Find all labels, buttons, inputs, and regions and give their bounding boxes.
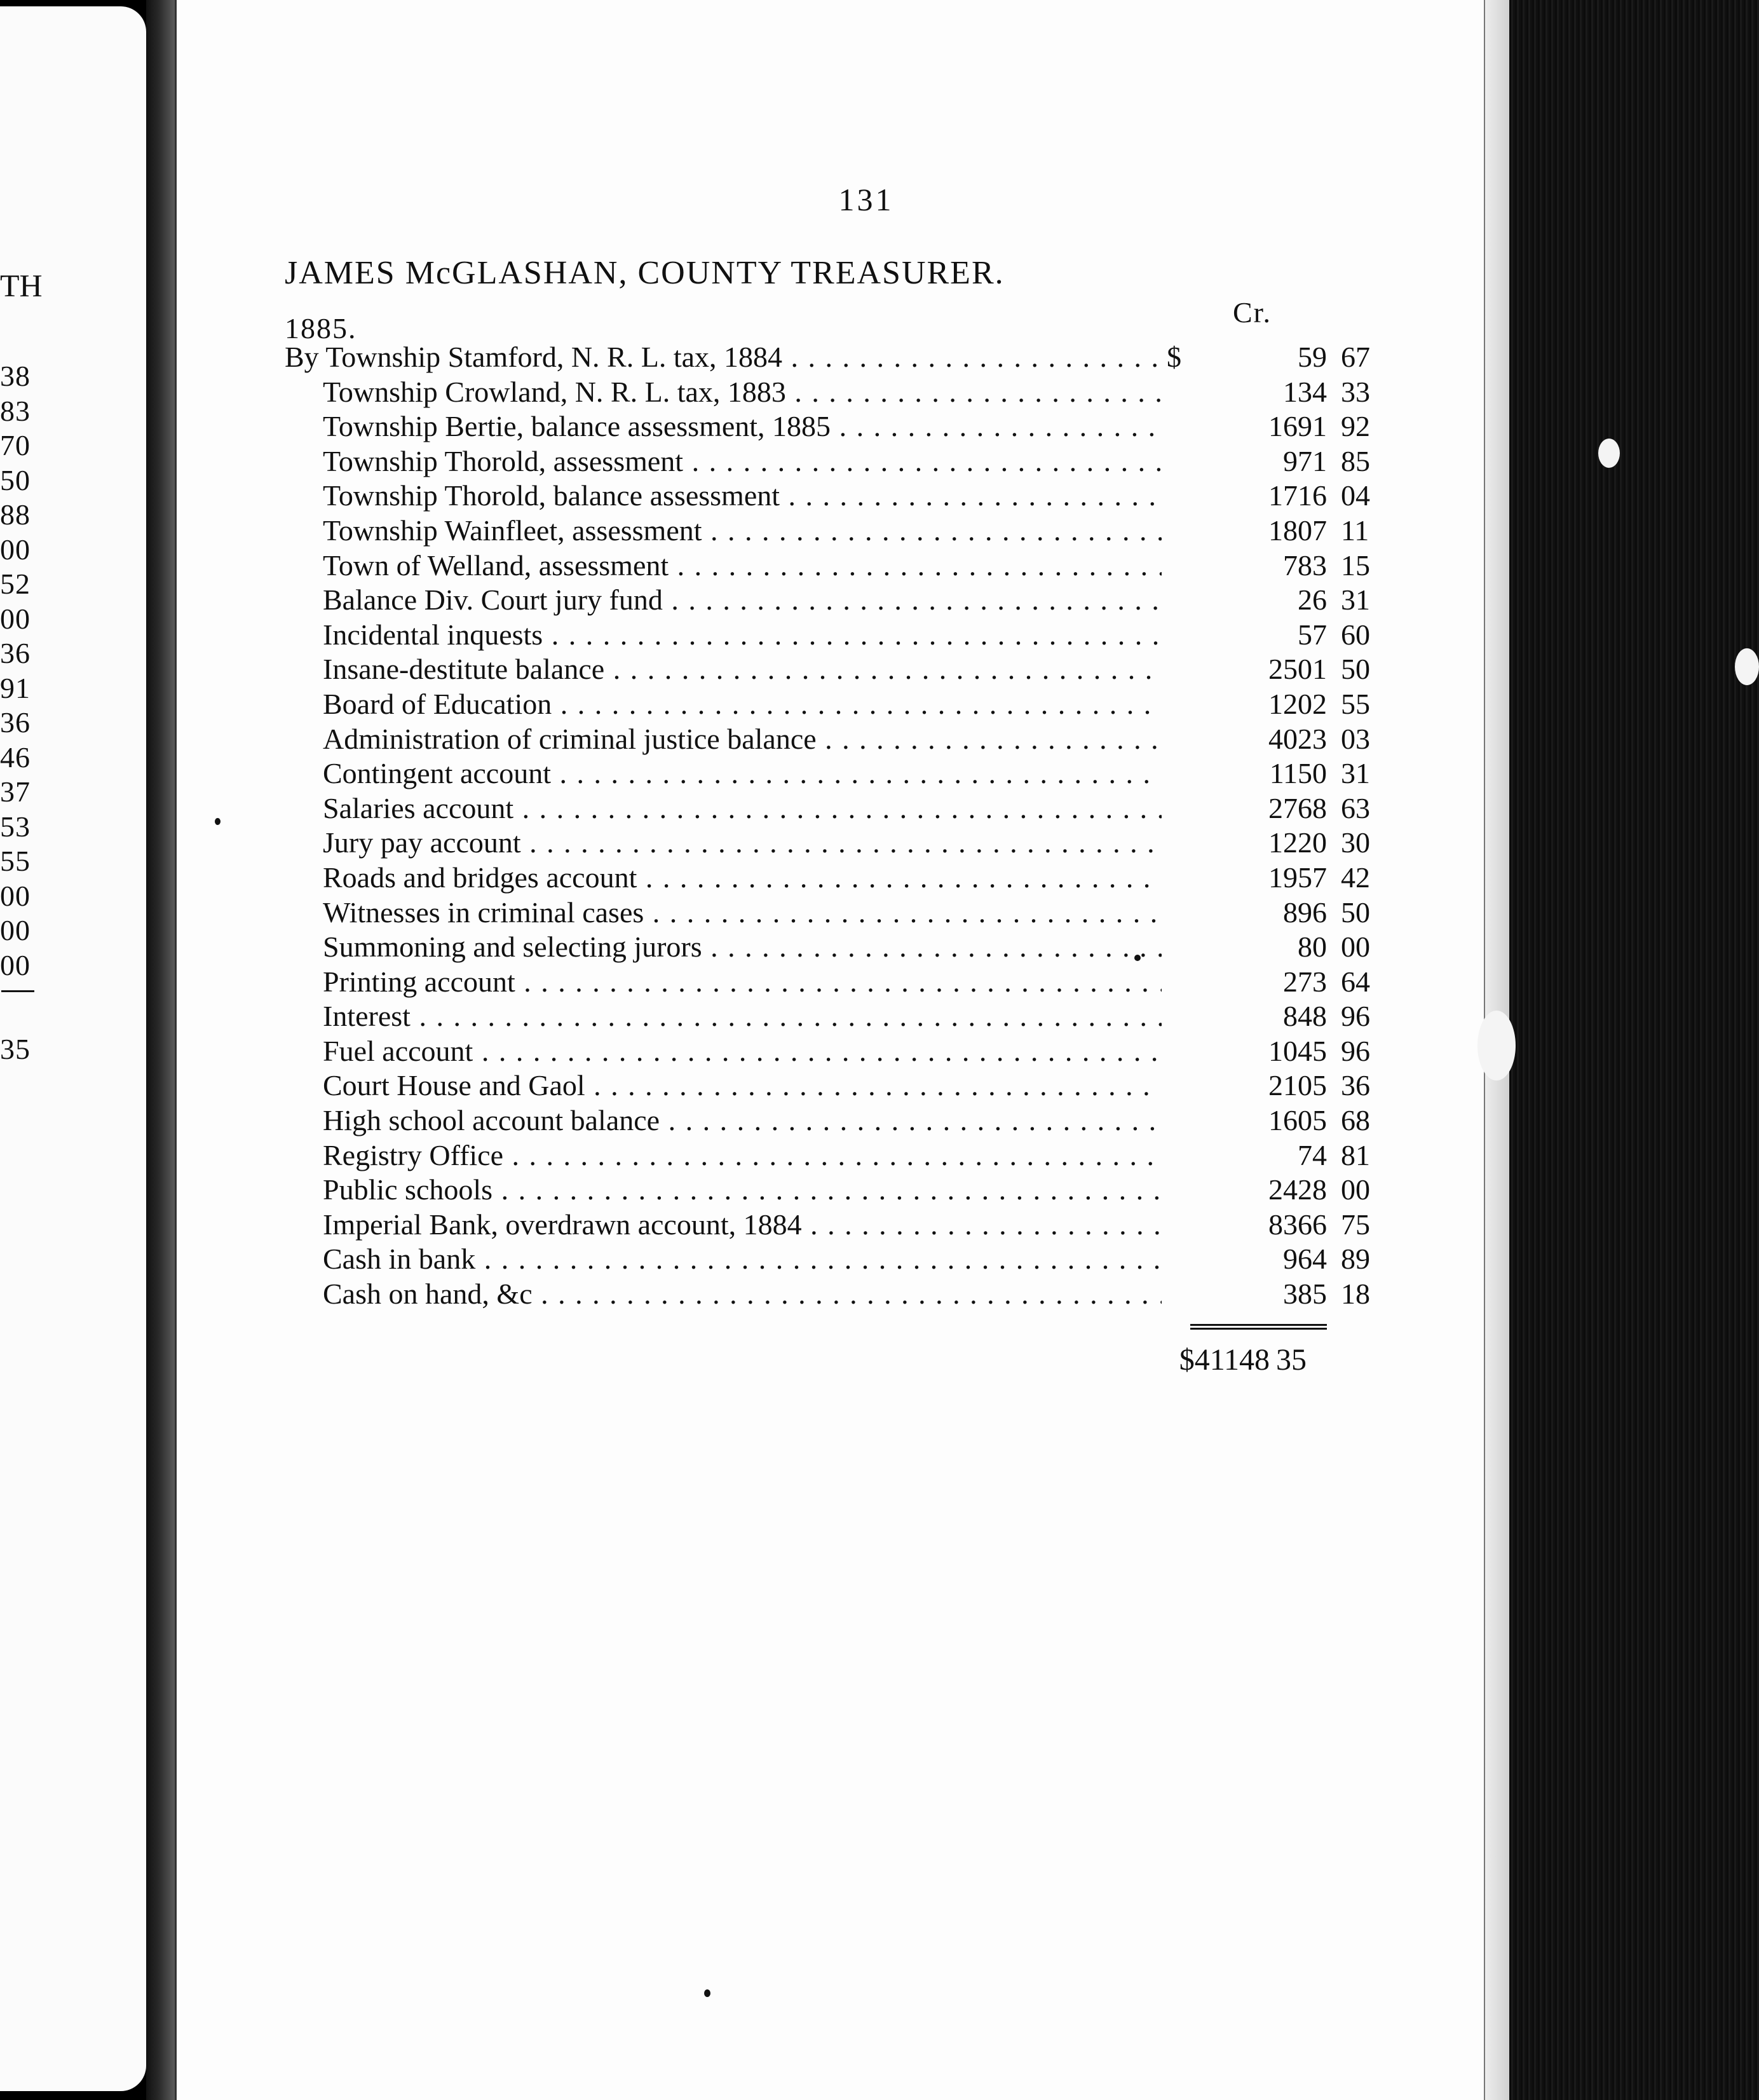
ledger-row-label: Interest . . .: [323, 999, 1162, 1034]
ledger-row: [285, 340, 1370, 375]
ledger-row-label: Township Crowland, N. R. L. tax, 1883 . . .: [323, 375, 1162, 410]
previous-page-value: 38: [0, 360, 31, 392]
ledger-row-label: Balance Div. Court jury fund . . .: [323, 583, 1162, 618]
ledger-row-cents: 67: [1341, 341, 1370, 373]
ledger-row-label: Insane-destitute balance . . .: [323, 652, 1162, 687]
ledger-row-dollars: 1150: [1269, 757, 1327, 790]
ledger-row: [285, 479, 1370, 514]
paper-speck: [1598, 439, 1620, 468]
ledger-row-label: Township Wainfleet, assessment . . .: [323, 514, 1162, 549]
ledger-row: [285, 999, 1370, 1034]
ledger-year: 1885.: [285, 312, 357, 344]
ledger-row: [285, 375, 1370, 410]
ledger-row-label: Contingent account . . .: [323, 756, 1162, 791]
previous-page-value: 53: [0, 810, 31, 843]
ledger-row: [285, 965, 1370, 1000]
ledger-row-cents: 64: [1341, 965, 1370, 998]
ledger-row: [285, 861, 1370, 896]
ledger-row-label: Public schools . . .: [323, 1173, 1162, 1208]
previous-page-total-rule: [1, 990, 34, 1027]
ledger-row-dollars: 273: [1283, 965, 1327, 998]
ledger-row: [285, 1068, 1370, 1103]
previous-page-value: 88: [0, 498, 31, 531]
ledger-row: [285, 583, 1370, 618]
previous-page-cents-column: [0, 359, 44, 1067]
ledger-row-cents: 89: [1341, 1243, 1370, 1276]
page-number: 131: [838, 182, 894, 217]
ledger-row-cents: 18: [1341, 1278, 1370, 1311]
ledger-row-dollars: 57: [1298, 618, 1327, 651]
ledger-row-cents: 15: [1341, 549, 1370, 582]
ledger-row-cents: 92: [1341, 410, 1370, 443]
ledger-row-cents: 42: [1341, 861, 1370, 894]
ledger-row-label: Roads and bridges account . . .: [323, 861, 1162, 896]
previous-page-value: 55: [0, 845, 31, 877]
ledger-row: [285, 514, 1369, 549]
previous-page-value: 36: [0, 637, 31, 669]
ledger-row-label: By Township Stamford, N. R. L. tax, 1884 . . .: [285, 340, 1162, 375]
total-rule: [1190, 1324, 1327, 1330]
ledger-row-cents: 81: [1341, 1138, 1370, 1171]
ledger-row-dollars: 2768: [1268, 791, 1327, 824]
ledger-row-cents: 75: [1341, 1208, 1370, 1241]
ledger-row-cents: 96: [1341, 1034, 1370, 1067]
ledger-row: [285, 1208, 1370, 1243]
ledger-row-dollars: 1202: [1268, 687, 1327, 720]
ledger-row-cents: 11: [1341, 514, 1369, 547]
ledger-row: [285, 1277, 1370, 1312]
ledger-row-dollars: 2105: [1268, 1069, 1327, 1102]
ink-speck: [704, 1989, 710, 1997]
credit-column-label: Cr.: [1233, 296, 1272, 329]
previous-page-value: 50: [0, 463, 31, 496]
ledger-row-dollars: 8366: [1268, 1208, 1327, 1241]
credit-entries-list: [285, 340, 1370, 1312]
ledger-row-label: Summoning and selecting jurors . . .: [323, 930, 1162, 965]
ledger-row-label: Cash in bank . . .: [323, 1242, 1162, 1277]
ledger-row: [285, 896, 1370, 931]
ink-speck: [1134, 955, 1141, 961]
previous-page-value: 00: [0, 879, 31, 912]
ledger-row-label: Administration of criminal justice balance . . .: [323, 722, 1162, 757]
ledger-page: [175, 0, 1486, 2100]
ledger-row-dollars: 59: [1298, 341, 1327, 373]
ledger-row-dollars: 1957: [1268, 861, 1327, 894]
ledger-row: [285, 1242, 1370, 1277]
previous-page-value: 00: [0, 533, 31, 566]
ledger-row-label: Incidental inquests . . .: [323, 618, 1162, 653]
previous-page-value: 91: [0, 671, 31, 704]
previous-page-value: 00: [0, 914, 31, 946]
dollar-sign: $: [1167, 341, 1181, 373]
ledger-row-label: Salaries account . . .: [323, 791, 1162, 826]
ledger-row-dollars: 783: [1283, 549, 1327, 582]
ledger-row-cents: 50: [1341, 896, 1370, 929]
previous-page: [0, 6, 146, 2091]
ledger-row-dollars: 1807: [1268, 514, 1327, 547]
previous-page-value: 83: [0, 394, 31, 427]
ledger-row-label: Witnesses in criminal cases . . .: [323, 896, 1162, 931]
ledger-row-cents: 33: [1341, 375, 1370, 408]
ledger-row: [285, 791, 1370, 826]
ledger-row-label: Registry Office . . .: [323, 1138, 1162, 1173]
ledger-row-dollars: 964: [1283, 1243, 1327, 1276]
ledger-row-cents: 60: [1341, 618, 1370, 651]
ledger-row-label: High school account balance . . .: [323, 1103, 1162, 1138]
ledger-row-dollars: 74: [1298, 1138, 1327, 1171]
ledger-row: [285, 409, 1370, 444]
previous-page-value: 00: [0, 602, 31, 635]
ledger-row: [285, 1034, 1370, 1069]
ledger-row-dollars: 385: [1283, 1278, 1327, 1311]
ledger-row: [285, 930, 1370, 965]
ledger-row-label: Township Thorold, assessment . . .: [323, 444, 1162, 479]
ledger-row-cents: 30: [1341, 826, 1370, 859]
total-cents: 35: [1276, 1343, 1307, 1377]
ledger-row-cents: 55: [1341, 687, 1370, 720]
book-gutter: [146, 0, 178, 2100]
previous-page-value: 37: [0, 775, 31, 808]
paper-speck: [1735, 648, 1759, 685]
ledger-row: [285, 1173, 1370, 1208]
ledger-row-dollars: 1220: [1268, 826, 1327, 859]
ledger-row-dollars: 80: [1298, 931, 1327, 964]
ledger-row-label: Township Thorold, balance assessment . . .: [323, 479, 1162, 514]
ledger-row-cents: 36: [1341, 1069, 1370, 1102]
ledger-row: [285, 1103, 1370, 1138]
paper-speck: [1477, 1011, 1516, 1081]
ledger-row: [285, 756, 1370, 791]
ink-speck: [215, 818, 221, 825]
ledger-row: [285, 444, 1370, 479]
previous-page-value: 00: [0, 948, 31, 981]
total-dollars: $41148: [1179, 1343, 1270, 1377]
ledger-row-dollars: 26: [1298, 583, 1327, 617]
ledger-row-dollars: 1605: [1268, 1104, 1327, 1137]
ledger-row-label: Town of Welland, assessment . . .: [323, 549, 1162, 583]
previous-page-value: 36: [0, 706, 31, 739]
previous-page-value: 70: [0, 429, 31, 461]
ledger-row-cents: 00: [1341, 931, 1370, 964]
ledger-row-label: Township Bertie, balance assessment, 1885 . . .: [323, 409, 1162, 444]
ledger-row: [285, 652, 1370, 687]
ledger-row-dollars: 134: [1283, 375, 1327, 408]
previous-page-value: 52: [0, 568, 31, 600]
ledger-row: [285, 618, 1370, 653]
ledger-row-label: Jury pay account . . .: [323, 826, 1162, 861]
ledger-row-cents: 04: [1341, 479, 1370, 512]
page-heading: JAMES McGLASHAN, COUNTY TREASURER.: [285, 255, 1005, 291]
ledger-row-cents: 31: [1341, 583, 1370, 617]
ledger-row-label: Printing account . . .: [323, 965, 1162, 1000]
ledger-row: [285, 549, 1370, 583]
ledger-row: [285, 722, 1370, 757]
ledger-row-cents: 63: [1341, 791, 1370, 824]
ledger-row: [285, 687, 1370, 722]
previous-page-header-fragment: TH: [0, 268, 43, 303]
ledger-row-dollars: 971: [1283, 444, 1327, 477]
previous-page-value: 46: [0, 740, 31, 774]
previous-page-total: 35: [0, 1032, 31, 1065]
book-fore-edge: [1509, 0, 1759, 2100]
ledger-row-cents: 03: [1341, 722, 1370, 755]
ledger-row: [285, 1138, 1370, 1173]
ledger-row-dollars: 1045: [1268, 1034, 1327, 1067]
ledger-row-label: Imperial Bank, overdrawn account, 1884 . . .: [323, 1208, 1162, 1243]
ledger-row-dollars: 4023: [1268, 722, 1327, 755]
ledger-row-cents: 50: [1341, 653, 1370, 686]
ledger-row-label: Court House and Gaol . . .: [323, 1068, 1162, 1103]
ledger-row-cents: 68: [1341, 1104, 1370, 1137]
ledger-row-dollars: 2428: [1268, 1173, 1327, 1206]
ledger-row-dollars: 896: [1283, 896, 1327, 929]
ledger-row-cents: 00: [1341, 1173, 1370, 1206]
ledger-row-dollars: 2501: [1268, 653, 1327, 686]
ledger-row-dollars: 1691: [1268, 410, 1327, 443]
ledger-row: [285, 826, 1370, 861]
ledger-row-cents: 31: [1341, 757, 1370, 790]
ledger-row-cents: 96: [1341, 1000, 1370, 1033]
ledger-row-label: Board of Education . . .: [323, 687, 1162, 722]
ledger-total: [1143, 1341, 1333, 1379]
ledger-row-dollars: 848: [1283, 1000, 1327, 1033]
ledger-row-cents: 85: [1341, 444, 1370, 477]
ledger-row-label: Fuel account . . .: [323, 1034, 1162, 1069]
ledger-row-label: Cash on hand, &c . . .: [323, 1277, 1162, 1312]
ledger-row-dollars: 1716: [1268, 479, 1327, 512]
